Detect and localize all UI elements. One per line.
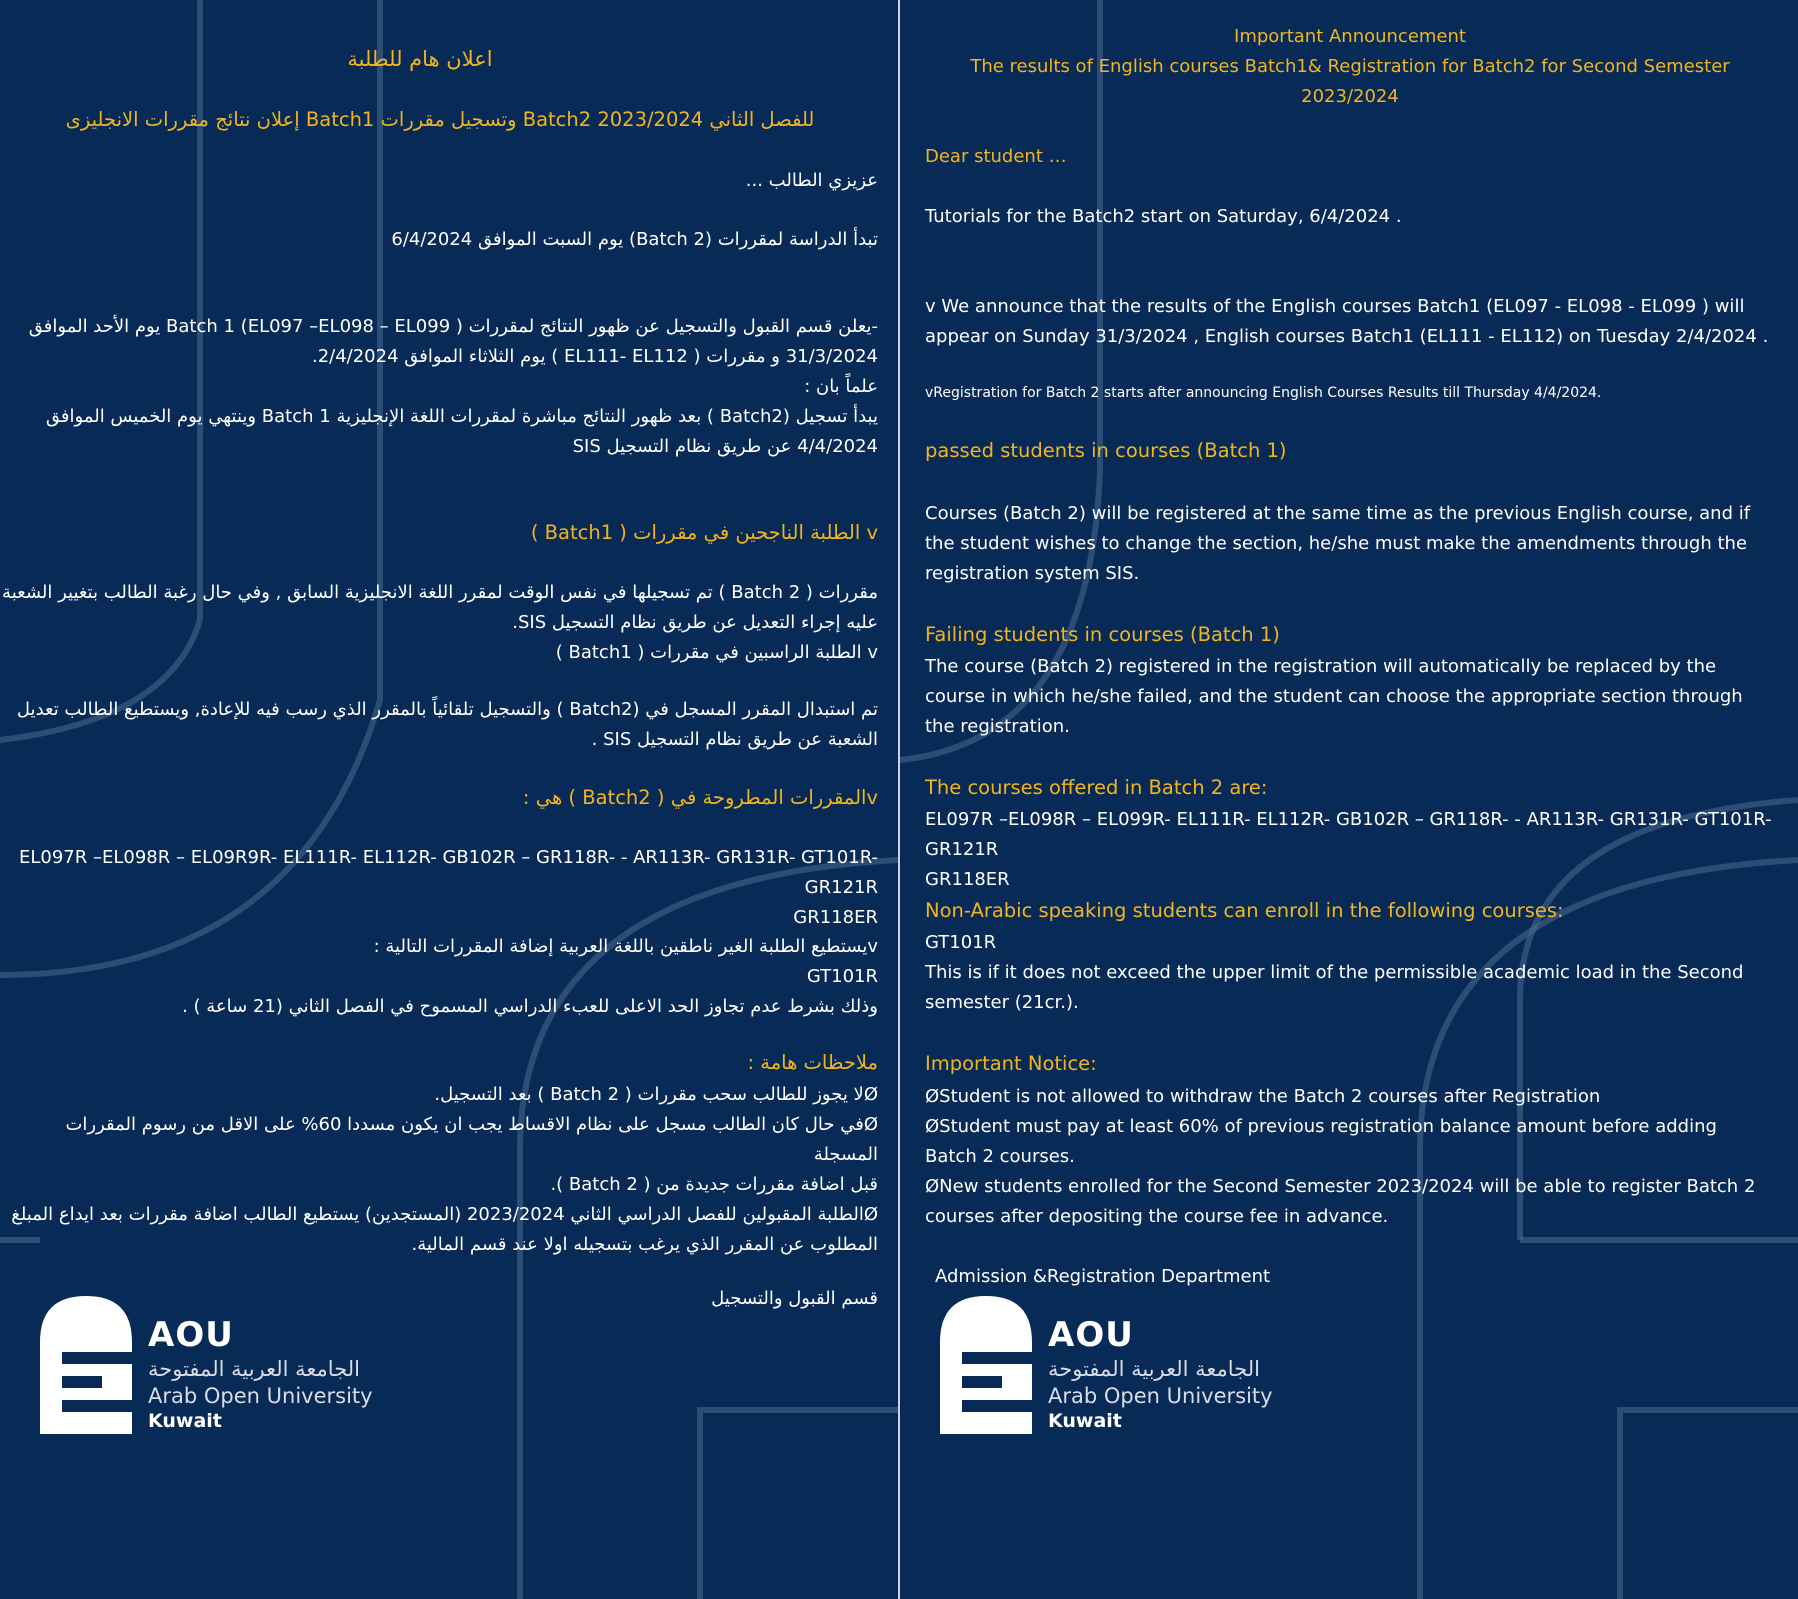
arabic-passed xyxy=(0,578,878,668)
arabic-offered-line: EL097R –EL098R – EL09R9R- EL111R- EL112R- GB102R – GR118R- - AR113R- GR131R- GT101R- GR121R xyxy=(19,847,878,898)
english-offered-heading: The courses offered in Batch 2 are: xyxy=(925,776,1268,799)
english-notice-line: Batch 2 courses. xyxy=(925,1146,1075,1167)
english-registration-note: vRegistration for Batch 2 starts after announcing English Courses Results till Thursday 4/4/2024. xyxy=(925,385,1602,401)
aou-logo-mark-icon xyxy=(40,1296,132,1434)
english-failed-line: The course (Batch 2) registered in the registration will automatically be replaced by the xyxy=(925,656,1717,677)
english-passed xyxy=(925,499,1780,589)
logo-abbr: AOU xyxy=(148,1315,234,1355)
arabic-announce-line: 31/3/2024 و مقررات ( EL111- EL112 ) يوم الثلاثاء الموافق 2/4/2024. xyxy=(311,346,878,367)
english-title-line: The results of English courses Batch1& Registration for Batch2 for Second Semester xyxy=(970,56,1730,77)
arabic-offered xyxy=(0,843,878,933)
english-failed xyxy=(925,652,1780,742)
aou-logo xyxy=(40,1296,400,1446)
arabic-passed-line: عليه إجراء التعديل عن طريق نظام التسجيل SIS. xyxy=(512,612,878,633)
english-offered-line: EL097R –EL098R – EL099R- EL111R- EL112R- GB102R – GR118R- - AR113R- GR131R- GT101R- GR121R xyxy=(925,809,1772,860)
arabic-failed xyxy=(0,695,878,755)
english-nonarabic-line: This is if it does not exceed the upper limit of the permissible academic load in the Second xyxy=(925,962,1744,983)
arabic-announce-line: 4/4/2024 عن طريق نظام التسجيل SIS xyxy=(572,436,878,457)
aou-logo xyxy=(940,1296,1300,1446)
english-nonarabic xyxy=(925,928,1780,1018)
arabic-start-line: تبدأ الدراسة لمقررات (Batch 2) يوم السبت الموافق 6/4/2024 xyxy=(391,229,878,250)
english-nonarabic-line: GT101R xyxy=(925,932,997,953)
english-title-line: 2023/2024 xyxy=(1301,86,1399,107)
english-passed-heading: passed students in courses (Batch 1) xyxy=(925,439,1287,462)
arabic-notes-heading: ملاحظات هامة : xyxy=(747,1051,878,1074)
english-passed-line: Courses (Batch 2) will be registered at the same time as the previous English course, and if xyxy=(925,503,1751,524)
english-offered-line: GR118ER xyxy=(925,869,1010,890)
english-notice xyxy=(925,1082,1780,1232)
arabic-subtitle: للفصل الثاني Batch2 2023/2024 وتسجيل مقررات Batch1 إعلان نتائج مقررات الانجليزى xyxy=(65,108,815,131)
arabic-note-line: Øفي حال كان الطالب مسجل على نظام الاقساط يجب ان يكون مسددا 60% على الاقل من رسوم المقررات المسجلة xyxy=(65,1114,878,1165)
english-notice-line: ØStudent is not allowed to withdraw the Batch 2 courses after Registration xyxy=(925,1086,1601,1107)
english-title xyxy=(940,22,1760,112)
arabic-nonarabic-line: GT101R xyxy=(806,966,878,987)
english-nonarabic-heading: Non-Arabic speaking students can enroll in the following courses: xyxy=(925,899,1564,922)
english-title-line: Important Announcement xyxy=(1234,26,1466,47)
arabic-offered-heading: vالمقررات المطروحة في ( Batch2 ) هي : xyxy=(522,786,878,809)
arabic-announce-line: -يعلن قسم القبول والتسجيل عن ظهور النتائج لمقررات Batch 1 (EL097 –EL098 – EL099 ) يوم الأحد الموافق xyxy=(28,316,878,337)
english-failed-heading: Failing students in courses (Batch 1) xyxy=(925,623,1280,646)
aou-logo-mark-icon xyxy=(940,1296,1032,1434)
english-announce-line: appear on Sunday 31/3/2024 , English courses Batch1 (EL111 - EL112) on Tuesday 2/4/2024 . xyxy=(925,326,1769,347)
arabic-note-line: Øلا يجوز للطالب سحب مقررات ( Batch 2 ) بعد التسجيل. xyxy=(434,1084,878,1105)
english-notice-heading: Important Notice: xyxy=(925,1052,1097,1075)
logo-english-name: Arab Open University xyxy=(1048,1384,1273,1408)
english-notice-line: courses after depositing the course fee in advance. xyxy=(925,1206,1389,1227)
arabic-announce xyxy=(0,312,878,462)
arabic-title: اعلان هام للطلبة xyxy=(347,47,493,71)
english-announce-line: v We announce that the results of the English courses Batch1 (EL097 - EL098 - EL099 ) will xyxy=(925,296,1745,317)
english-greeting: Dear student … xyxy=(925,146,1067,167)
logo-english-name: Arab Open University xyxy=(148,1384,373,1408)
arabic-nonarabic xyxy=(0,932,878,1022)
english-passed-line: registration system SIS. xyxy=(925,563,1140,584)
english-notice-line: ØNew students enrolled for the Second Semester 2023/2024 will be able to register Batch 2 xyxy=(925,1176,1756,1197)
arabic-announce-line: يبدأ تسجيل (Batch2 ) بعد ظهور النتائج مباشرة لمقررات اللغة الإنجليزية Batch 1 وينتهي يوم الخميس الموافق xyxy=(45,406,878,427)
english-announce xyxy=(925,292,1780,352)
arabic-panel xyxy=(0,0,898,1599)
english-nonarabic-line: semester (21cr.). xyxy=(925,992,1079,1013)
logo-abbr: AOU xyxy=(1048,1315,1134,1355)
arabic-passed-heading: v الطلبة الناجحين في مقررات ( Batch1 ) xyxy=(530,521,878,544)
english-panel xyxy=(900,0,1798,1599)
arabic-failed-line: الشعبة عن طريق نظام التسجيل SIS . xyxy=(591,729,878,750)
arabic-note-line: Øالطلبة المقبولين للفصل الدراسي الثاني 2023/2024 (المستجدين) يستطيع الطالب اضافة مقررات بعد ايداع المبلغ xyxy=(11,1204,878,1225)
english-failed-line: the registration. xyxy=(925,716,1070,737)
arabic-nonarabic-line: وذلك بشرط عدم تجاوز الحد الاعلى للعبء الدراسي المسموح في الفصل الثاني (21 ساعة ) . xyxy=(182,996,878,1017)
logo-branch: Kuwait xyxy=(148,1410,222,1432)
english-notice-line: ØStudent must pay at least 60% of previous registration balance amount before adding xyxy=(925,1116,1717,1137)
english-signature: Admission &Registration Department xyxy=(935,1266,1271,1287)
logo-arabic-name: الجامعة العربية المفتوحة xyxy=(148,1357,360,1381)
arabic-passed-line: مقررات ( Batch 2 ) تم تسجيلها في نفس الوقت لمقرر اللغة الانجليزية السابق , وفي حال رغبة الطالب بتغيير الشعبة xyxy=(2,582,878,603)
arabic-failed-line: تم استبدال المقرر المسجل في (Batch2 ) والتسجيل تلقائياً بالمقرر الذي رسب فيه للإعادة, ويستطيع الطالب تعديل xyxy=(16,699,878,720)
logo-arabic-name: الجامعة العربية المفتوحة xyxy=(1048,1357,1260,1381)
arabic-signature: قسم القبول والتسجيل xyxy=(711,1288,878,1309)
arabic-nonarabic-line: vيستطيع الطلبة الغير ناطقين باللغة العربية إضافة المقررات التالية : xyxy=(373,936,878,957)
arabic-announce-line: علماً بان : xyxy=(804,376,878,397)
arabic-passed-line: v الطلبة الراسبين في مقررات ( Batch1 ) xyxy=(555,642,878,663)
arabic-note-line: قبل اضافة مقررات جديدة من ( Batch 2 ). xyxy=(550,1174,878,1195)
arabic-offered-line: GR118ER xyxy=(793,907,878,928)
arabic-greeting: عزيزي الطالب ... xyxy=(745,170,878,191)
logo-branch: Kuwait xyxy=(1048,1410,1122,1432)
english-failed-line: course in which he/she failed, and the student can choose the appropriate section through xyxy=(925,686,1743,707)
english-start-line: Tutorials for the Batch2 start on Saturday, 6/4/2024 . xyxy=(925,206,1402,227)
arabic-notes xyxy=(0,1080,878,1260)
english-offered xyxy=(925,805,1780,895)
arabic-note-line: المطلوب عن المقرر الذي يرغب بتسجيله اولا عند قسم المالية. xyxy=(411,1234,878,1255)
english-passed-line: the student wishes to change the section, he/she must make the amendments through the xyxy=(925,533,1748,554)
